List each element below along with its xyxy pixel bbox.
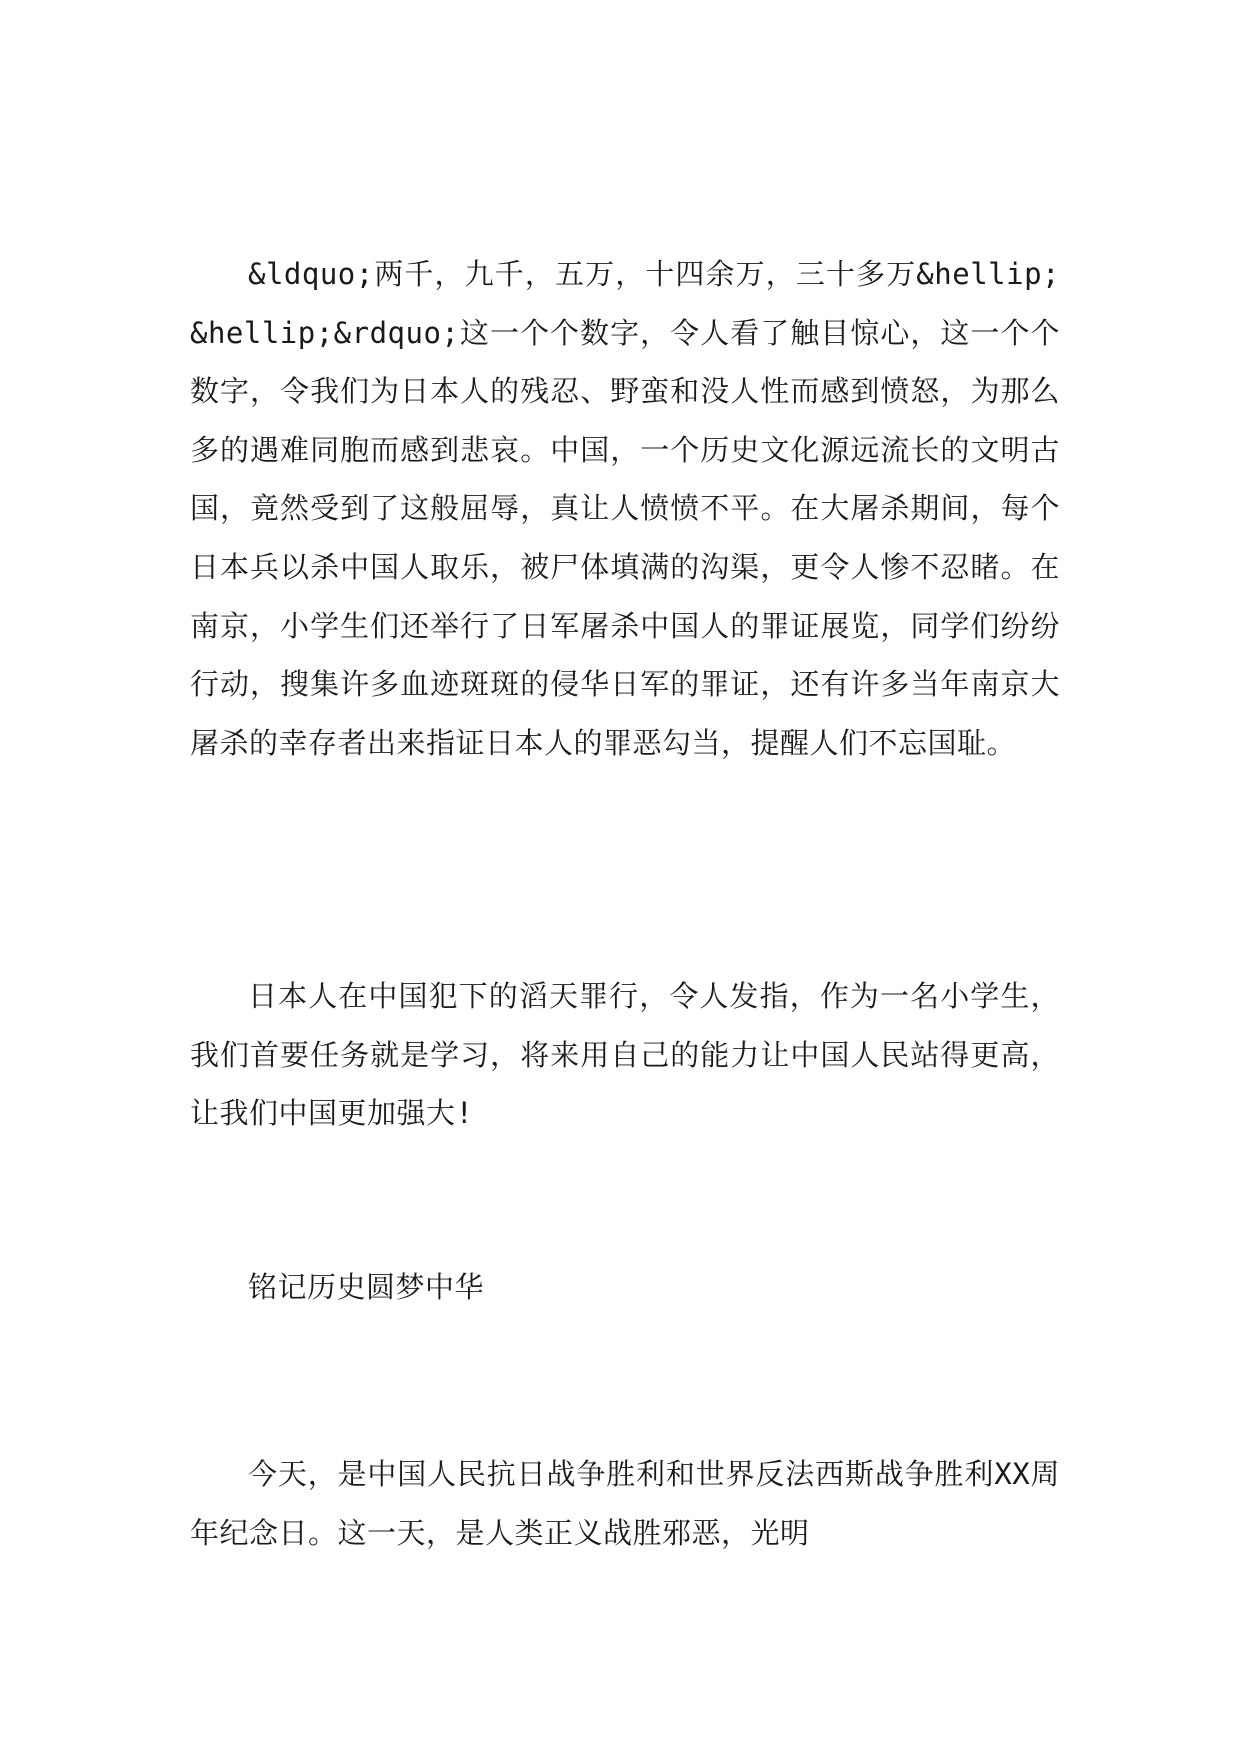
paragraph-2: 日本人在中国犯下的滔天罪行，令人发指，作为一名小学生，我们首要任务就是学习，将来用自己的能力让中国人民站得更高，让我们中国更加强大! [190, 979, 1060, 1131]
paragraph-1: &ldquo;两千，九千，五万，十四余万，三十多万&hellip;&hellip;&rdquo;这一个个数字，令人看了触目惊心，这一个个数字，令我们为日本人的残忍、野蛮和没人性而感到愤怒，为那么多的遇难同胞而感到悲哀。中国，一个历史文化源远流长的文明古国，竟然受到了这般屈辱，真让人愤愤不平。在大屠杀期间，每个日本兵以杀中国人取乐，被尸体填满的沟渠，更令人惨不忍睹。在南京，小学生们还举行了日军屠杀中国人的罪证展览，同学们纷纷行动，搜集许多血迹斑斑的侵华日军的罪证，还有许多当年南京大屠杀的幸存者出来指证日本人的罪恶勾当，提醒人们不忘国耻。 [190, 257, 1060, 760]
section-heading: 铭记历史圆梦中华 [248, 1270, 485, 1304]
paragraph-3: 今天，是中国人民抗日战争胜利和世界反法西斯战争胜利XX周年纪念日。这一天，是人类正义战胜邪恶，光明 [190, 1457, 1060, 1550]
